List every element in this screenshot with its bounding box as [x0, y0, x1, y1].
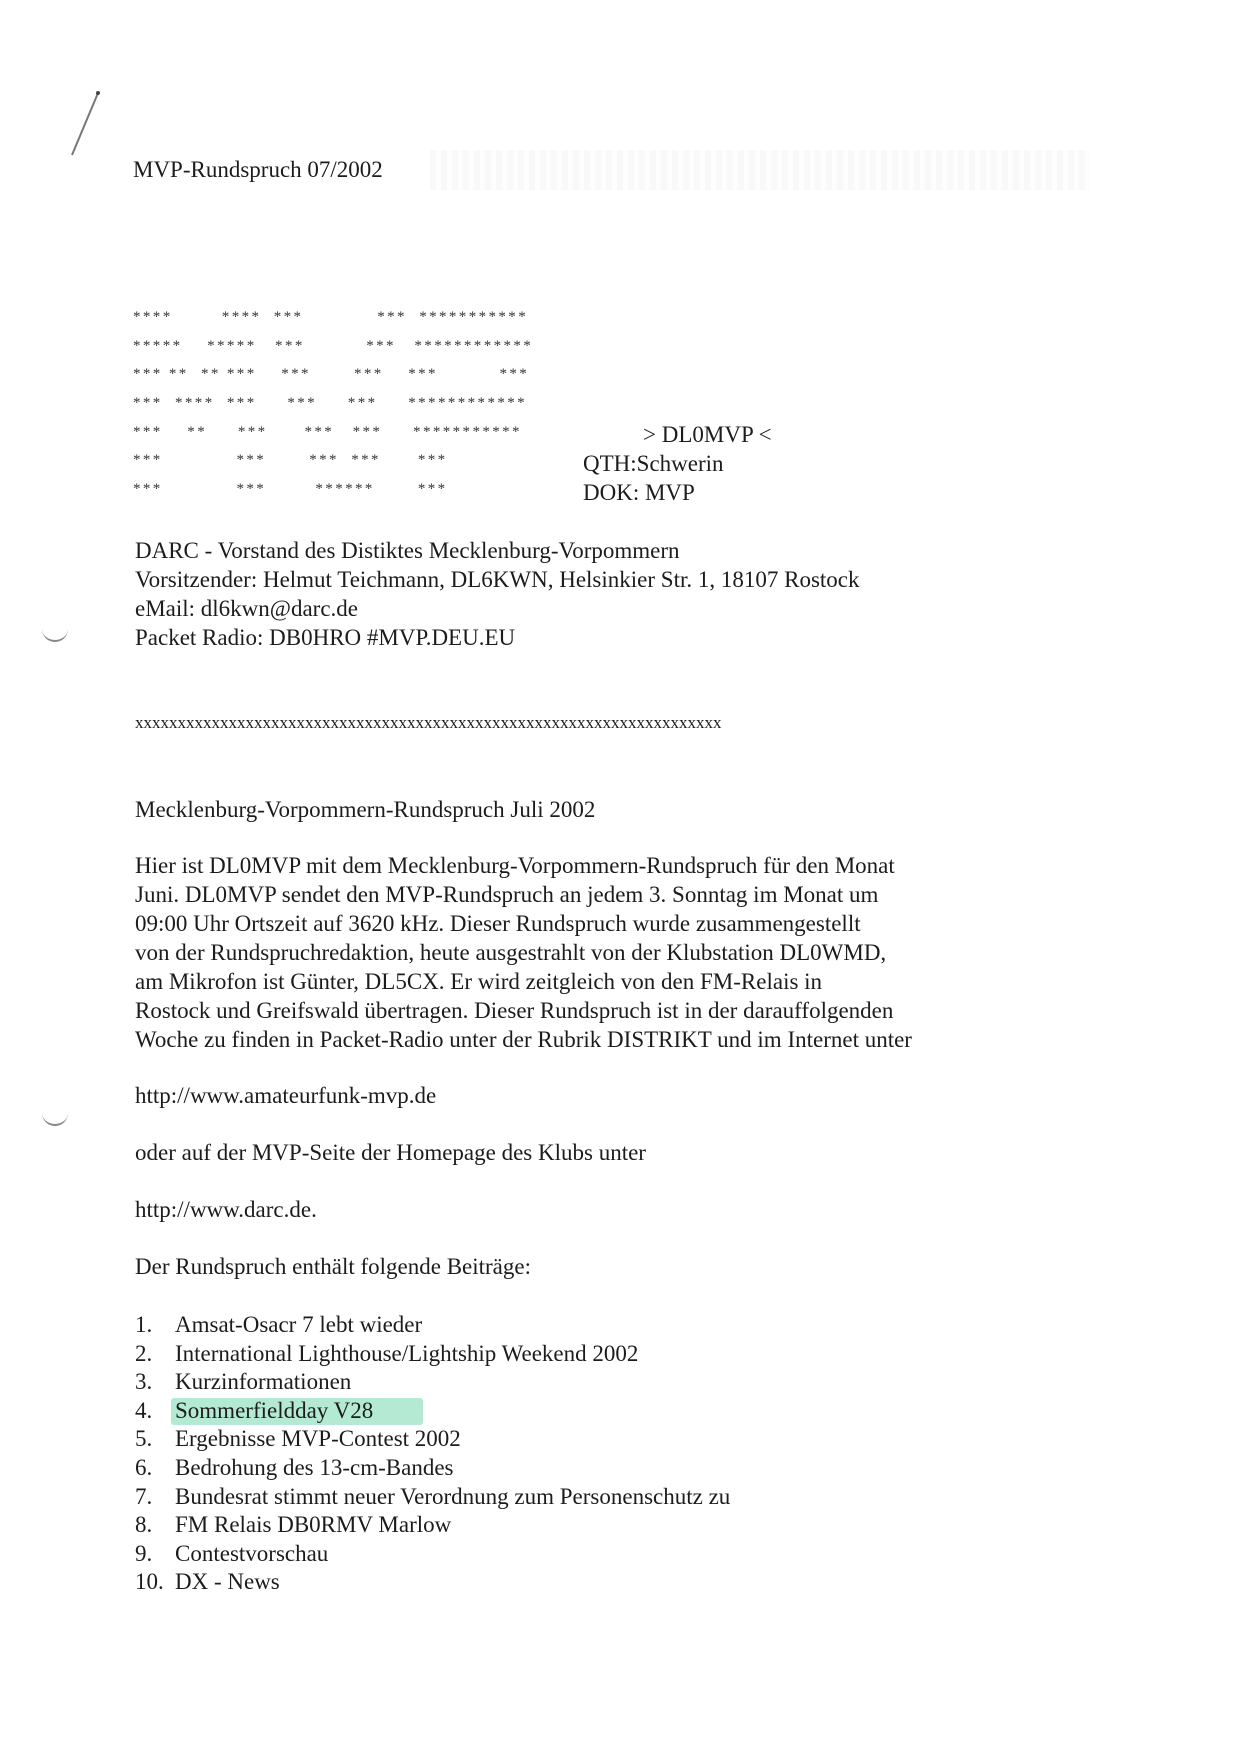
contact-email: eMail: dl6kwn@darc.de [135, 596, 359, 621]
url-amateurfunk-mvp[interactable]: http://www.amateurfunk-mvp.de [135, 1083, 437, 1108]
item-text: Amsat-Osacr 7 lebt wieder [175, 1312, 423, 1337]
broadcast-heading: Mecklenburg-Vorpommern-Rundspruch Juli 2002 [135, 797, 596, 822]
homepage-note: oder auf der MVP-Seite der Homepage des Klubs unter [135, 1140, 646, 1165]
contents-list [135, 1311, 730, 1597]
list-item [135, 1425, 730, 1454]
list-item [135, 1311, 730, 1340]
list-item [135, 1540, 730, 1569]
item-text: DX - News [175, 1569, 280, 1595]
item-number: 3. [135, 1369, 153, 1395]
item-number: 6. [135, 1454, 153, 1480]
list-item [135, 1368, 730, 1397]
ascii-row: *** *** ****** *** [133, 481, 448, 498]
ascii-row: *** ** ** *** *** *** *** *** [133, 366, 530, 383]
item-text: Contestvorschau [175, 1540, 329, 1566]
list-item [135, 1454, 730, 1483]
item-number: 4. [135, 1397, 153, 1423]
contact-organization: DARC - Vorstand des Distiktes Mecklenburg-Vorpommern [135, 538, 680, 563]
item-number: 2. [135, 1340, 153, 1366]
paragraph-line: Rostock und Greifswald übertragen. Dieser Rundspruch ist in der darauffolgenden [135, 998, 894, 1023]
item-number: 9. [135, 1540, 153, 1566]
item-number: 8. [135, 1512, 153, 1538]
separator-line: xxxxxxxxxxxxxxxxxxxxxxxxxxxxxxxxxxxxxxxxxxxxxxxxxxxxxxxxxxxxxxxxxxxxx [135, 713, 722, 732]
ascii-row: *** ** *** *** *** *********** [133, 423, 522, 440]
item-number: 5. [135, 1426, 153, 1452]
list-item-highlighted [135, 1397, 730, 1426]
item-text: Kurzinformationen [175, 1369, 352, 1395]
ascii-row: *** **** *** *** *** ************ [133, 395, 528, 412]
qth-label: QTH:Schwerin [583, 451, 724, 476]
url-darc[interactable]: http://www.darc.de. [135, 1197, 317, 1222]
ascii-banner [133, 303, 573, 504]
item-number: 7. [135, 1483, 153, 1509]
scan-bleed-through [430, 150, 1090, 190]
paragraph-line: am Mikrofon ist Günter, DL5CX. Er wird zeitgleich von den FM-Relais in [135, 969, 823, 994]
item-text: Bundesrat stimmt neuer Verordnung zum Personenschutz zu [175, 1483, 731, 1509]
list-item [135, 1340, 730, 1369]
paragraph-line: Juni. DL0MVP sendet den MVP-Rundspruch an jedem 3. Sonntag im Monat um [135, 882, 879, 907]
document-title: MVP-Rundspruch 07/2002 [133, 157, 383, 182]
contact-chairman: Vorsitzender: Helmut Teichmann, DL6KWN, Helsinkier Str. 1, 18107 Rostock [135, 567, 860, 592]
intro-paragraph [135, 851, 912, 1054]
item-text: Sommerfieldday V28 [175, 1397, 374, 1423]
paragraph-line: von der Rundspruchredaktion, heute ausgestrahlt von der Klubstation DL0WMD, [135, 940, 887, 965]
pencil-mark [60, 85, 110, 165]
paragraph-line: Hier ist DL0MVP mit dem Mecklenburg-Vorpommern-Rundspruch für den Monat [135, 853, 895, 878]
contact-block [135, 536, 860, 652]
item-number: 1. [135, 1312, 153, 1337]
paragraph-line: Woche zu finden in Packet-Radio unter der Rubrik DISTRIKT und im Internet unter [135, 1027, 912, 1052]
punch-hole-mark [42, 628, 68, 642]
list-item [135, 1483, 730, 1512]
item-text: Bedrohung des 13-cm-Bandes [175, 1454, 454, 1480]
ascii-row: **** **** *** *** *********** [133, 309, 529, 325]
contents-intro: Der Rundspruch enthält folgende Beiträge: [135, 1254, 531, 1279]
callsign: > DL0MVP < [643, 422, 772, 447]
item-text: International Lighthouse/Lightship Weekend 2002 [175, 1340, 639, 1366]
item-number: 10. [135, 1569, 164, 1595]
list-item [135, 1568, 730, 1597]
paragraph-line: 09:00 Uhr Ortszeit auf 3620 kHz. Dieser Rundspruch wurde zusammengestellt [135, 911, 861, 936]
item-text: Ergebnisse MVP-Contest 2002 [175, 1426, 461, 1452]
item-text: FM Relais DB0RMV Marlow [175, 1512, 452, 1538]
dok-label: DOK: MVP [583, 480, 695, 505]
punch-hole-mark [42, 1112, 68, 1126]
contact-packet-radio: Packet Radio: DB0HRO #MVP.DEU.EU [135, 625, 516, 650]
list-item [135, 1511, 730, 1540]
ascii-row: ***** ***** *** *** ************ [133, 337, 534, 354]
ascii-row: *** *** *** *** *** [133, 452, 448, 469]
